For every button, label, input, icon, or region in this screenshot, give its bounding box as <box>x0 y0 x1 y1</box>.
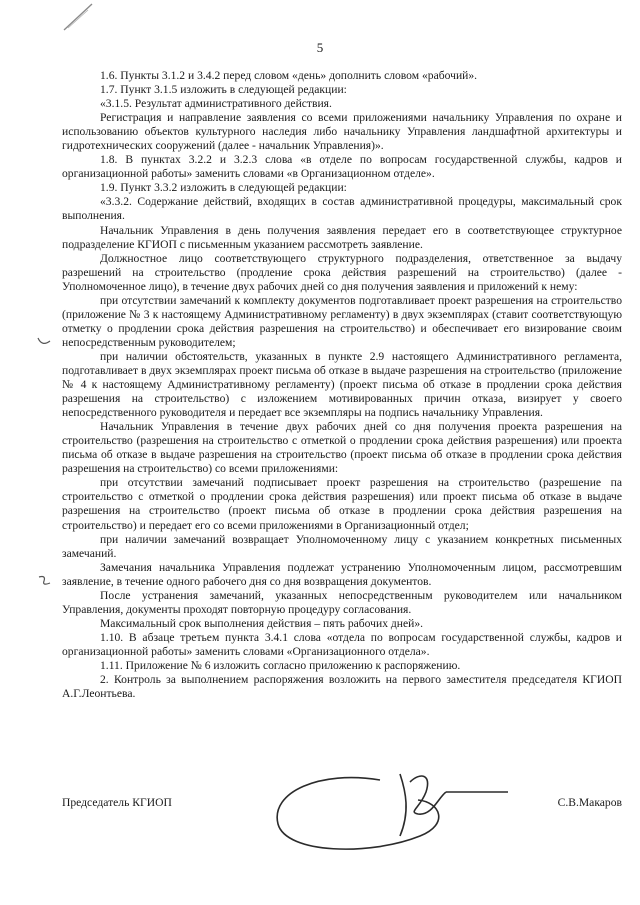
document-body <box>62 69 622 701</box>
paragraph: «3.1.5. Результат административного действия. <box>100 97 332 111</box>
paragraph: 1.11. Приложение № 6 изложить согласно приложению к распоряжению. <box>100 658 461 672</box>
paragraph: Должностное лицо соответствующего структурного подразделения, ответственное за выдачу разрешений на строительство (продление срока действия разрешений на строительство) (далее - Уполномоченное лицо), в течение двух рабочих дней со дня получения заявления и приложений к нему: <box>62 251 622 293</box>
paragraph: 1.9. Пункт 3.3.2 изложить в следующей редакции: <box>100 181 347 195</box>
paragraph: Замечания начальника Управления подлежат устранению Уполномоченным лицом, рассмотревшим заявление, в течение одного рабочего дня со дня возвращения документов. <box>62 560 622 588</box>
paragraph: Начальник Управления в течение двух рабочих дней со дня получения проекта разрешения на строительство (разрешения на строительство с отметкой о продлении срока действия разрешения) или проекта письма об отказе в выдаче разрешения на строительство (проект письма об отказе в продлении срока действия разрешения на строительство) со всеми приложениями: <box>62 420 622 476</box>
paragraph: при наличии обстоятельств, указанных в пункте 2.9 настоящего Административного регламента, подготавливает в двух экземплярах проект письма об отказе в выдаче разрешения на строительство (приложение № 4 к настоящему Административному регламенту) (проект письма об отказе в продлении срока действия разрешения на строительство) с изложением мотивированных причин отказа, визирует у своего непосредственного руководителя и передает все экземпляры на подпись начальнику Управления. <box>62 349 622 420</box>
margin-hole-mark <box>36 573 54 587</box>
scan-artifact-streak <box>62 0 102 40</box>
signer-position: Председатель КГИОП <box>62 796 172 809</box>
paragraph: при отсутствии замечаний к комплекту документов подготавливает проект разрешения на строительство (приложение № 3 к настоящему Административному регламенту) в двух экземплярах (ставит соответствующую отметку о продлении срока действия разрешения на строительство) и обеспечивает его визирование своим непосредственным руководителем; <box>62 293 622 349</box>
signer-name: С.В.Макаров <box>557 796 622 809</box>
margin-hole-mark <box>36 335 54 349</box>
paragraph: Регистрация и направление заявления со всеми приложениями начальнику Управления по охране и использованию объектов культурного наследия либо начальнику Управления ландшафтной архитектуры и гидротехнических сооружений (далее - начальник Управления)». <box>62 111 622 153</box>
page-number: 5 <box>316 40 324 55</box>
paragraph: при отсутствии замечаний подписывает проект разрешения на строительство (разрешение па строительство с отметкой о продлении срока действия разрешения) или проект письма об отказе в выдаче разрешения на строительство (проект письма об отказе в продлении срока действия разрешения на строительство) и передает его со всеми приложениями в Организационный отдел; <box>62 476 622 532</box>
paragraph: 2. Контроль за выполнением распоряжения возложить на первого заместителя председателя КГИОП А.Г.Леонтьева. <box>62 673 622 701</box>
paragraph: 1.10. В абзаце третьем пункта 3.4.1 слова «отдела по вопросам государственной службы, кадров и организационной работы» заменить словами «Организационного отдела». <box>62 630 622 658</box>
paragraph: После устранения замечаний, указанных непосредственным руководителем или начальником Управления, документы проходят повторную процедуру согласования. <box>62 588 622 616</box>
paragraph: 1.8. В пунктах 3.2.2 и 3.2.3 слова «в отделе по вопросам государственной службы, кадров и организационной работы» заменить словами «в Организационном отделе». <box>62 153 622 181</box>
paragraph: 1.7. Пункт 3.1.5 изложить в следующей редакции: <box>100 83 347 97</box>
paragraph: при наличии замечаний возвращает Уполномоченному лицу с указанием конкретных письменных замечаний. <box>62 532 622 560</box>
handwritten-signature <box>250 752 520 862</box>
paragraph: «3.3.2. Содержание действий, входящих в состав административной процедуры, максимальный срок выполнения. <box>62 195 622 223</box>
paragraph: Максимальный срок выполнения действия – пять рабочих дней». <box>100 616 424 630</box>
paragraph: Начальник Управления в день получения заявления передает его в соответствующее структурное подразделение КГИОП с письменным указанием рассмотреть заявление. <box>62 223 622 251</box>
paragraph: 1.6. Пункты 3.1.2 и 3.4.2 перед словом «день» дополнить словом «рабочий». <box>100 69 478 82</box>
